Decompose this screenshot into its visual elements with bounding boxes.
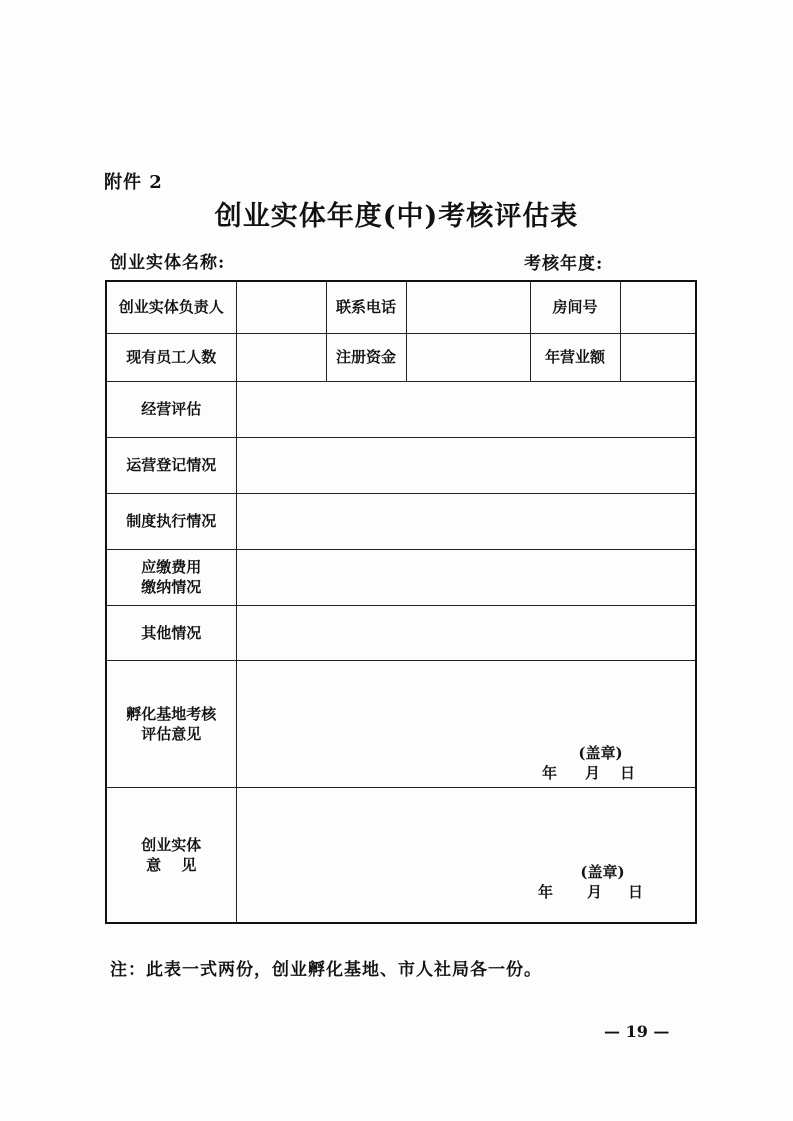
page-number: — 19 — [604, 1022, 670, 1041]
phone-label: 联系电话 [326, 281, 406, 333]
form-title: 创业实体年度(中)考核评估表 [214, 201, 579, 232]
table-row [106, 549, 696, 605]
assessment-year-label: 考核年度: [524, 254, 604, 274]
other-situation-cell[interactable] [236, 605, 696, 660]
business-evaluation-cell[interactable] [236, 381, 696, 437]
table-row [106, 281, 696, 333]
operation-registration-label: 运营登记情况 [106, 437, 236, 493]
other-situation-label: 其他情况 [106, 605, 236, 660]
staff-count-value-cell[interactable] [236, 333, 326, 381]
fee-payment-label-line2: 缴纳情况 [141, 578, 202, 596]
registered-capital-value-cell[interactable] [406, 333, 530, 381]
incubator-stamp-label: (盖章) [578, 743, 623, 762]
assessment-form-table [105, 280, 697, 924]
entity-stamp-area [538, 862, 643, 902]
entity-opinion-label-line1: 创业实体 [141, 835, 202, 854]
table-row [106, 437, 696, 493]
table-row [106, 605, 696, 660]
entity-date-line [538, 882, 643, 902]
attachment-label: 附件 2 [104, 172, 163, 193]
entity-stamp-label: (盖章) [580, 862, 625, 881]
table-row [106, 787, 696, 923]
leader-label: 创业实体负责人 [106, 281, 236, 333]
entity-name-label: 创业实体名称: [110, 253, 226, 273]
incubator-opinion-label-line1: 孵化基地考核 [126, 704, 217, 723]
phone-value-cell[interactable] [406, 281, 530, 333]
entity-opinion-cell[interactable] [236, 787, 696, 923]
incubator-date-line [542, 763, 635, 783]
incubator-opinion-label-line2: 评估意见 [141, 724, 202, 743]
table-row [106, 333, 696, 381]
annual-revenue-label: 年营业额 [530, 333, 620, 381]
business-evaluation-label: 经营评估 [106, 381, 236, 437]
table-row [106, 660, 696, 787]
incubator-stamp-area [542, 743, 635, 783]
footnote: 注：此表一式两份，创业孵化基地、市人社局各一份。 [110, 960, 542, 980]
system-execution-cell[interactable] [236, 493, 696, 549]
table-row [106, 381, 696, 437]
incubator-year-label: 年 [541, 763, 557, 782]
entity-month-label: 月 [586, 882, 602, 901]
incubator-month-label: 月 [584, 763, 600, 782]
entity-opinion-label [106, 787, 236, 923]
fee-payment-label [106, 549, 236, 605]
incubator-day-label: 日 [619, 763, 635, 782]
table-row [106, 493, 696, 549]
incubator-opinion-label [106, 660, 236, 787]
operation-registration-cell[interactable] [236, 437, 696, 493]
system-execution-label: 制度执行情况 [106, 493, 236, 549]
staff-count-label: 现有员工人数 [106, 333, 236, 381]
fee-payment-label-line1: 应缴费用 [141, 558, 202, 576]
room-value-cell[interactable] [620, 281, 696, 333]
entity-opinion-label-line2: 意 见 [146, 855, 197, 874]
annual-revenue-value-cell[interactable] [620, 333, 696, 381]
registered-capital-label: 注册资金 [326, 333, 406, 381]
fee-payment-cell[interactable] [236, 549, 696, 605]
entity-day-label: 日 [627, 882, 643, 901]
entity-year-label: 年 [537, 882, 553, 901]
incubator-opinion-cell[interactable] [236, 660, 696, 787]
room-label: 房间号 [530, 281, 620, 333]
leader-value-cell[interactable] [236, 281, 326, 333]
